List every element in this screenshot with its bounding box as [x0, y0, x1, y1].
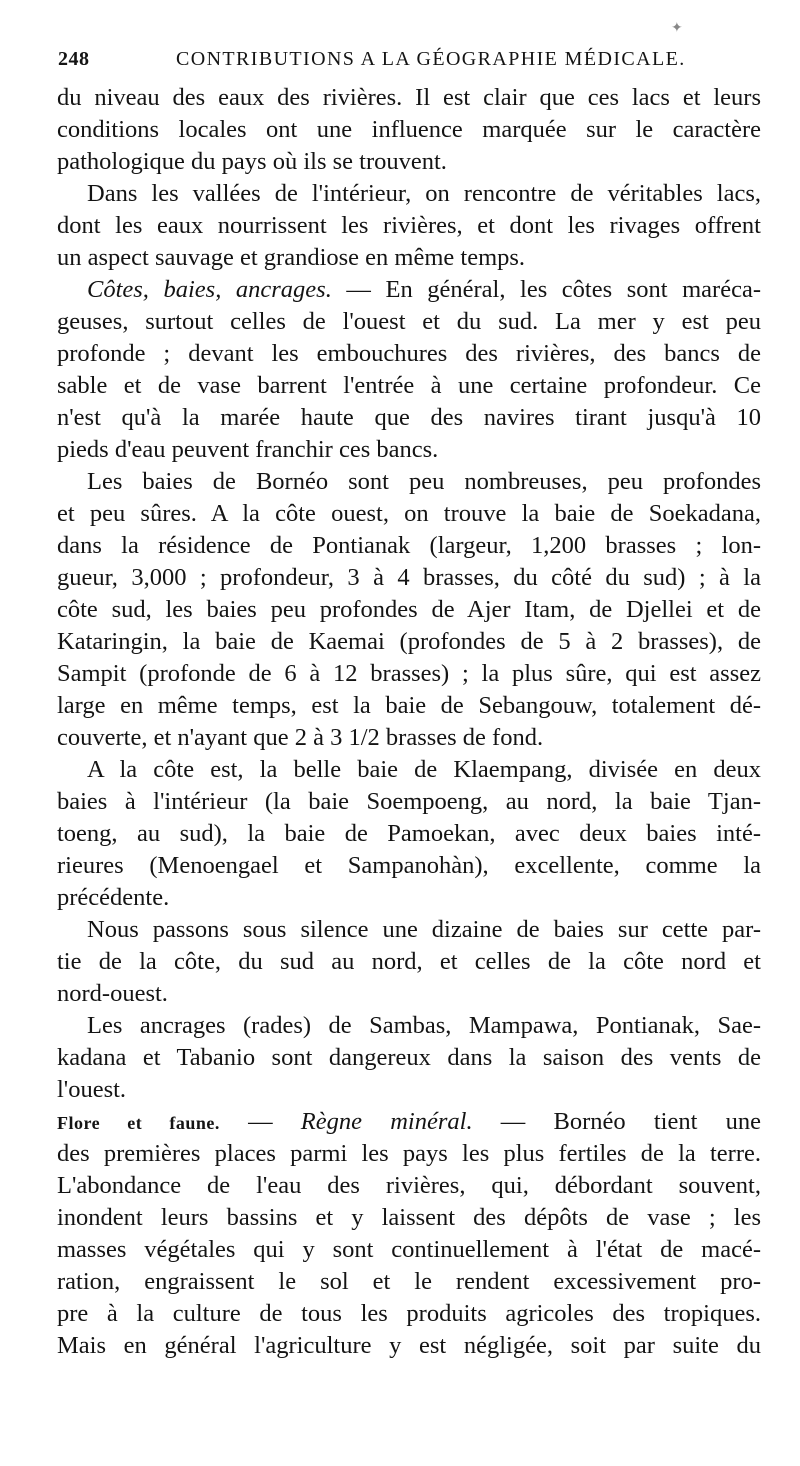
text-line: A la côte est, la belle baie de Klaempang, divisée en deux — [87, 756, 761, 783]
text-line: kadana et Tabanio sont dangereux dans la saison des vents de — [57, 1044, 761, 1071]
text-line: un aspect sauvage et grandiose en même temps. — [57, 244, 526, 271]
text-run: — En général, les côtes sont maréca- — [331, 276, 761, 303]
text-line: toeng, au sud), la baie de Pamoekan, avec deux baies inté- — [57, 820, 761, 847]
text-line: du niveau des eaux des rivières. Il est clair que ces lacs et leurs — [57, 84, 761, 111]
text-line: dans la résidence de Pontianak (largeur, 1,200 brasses ; lon- — [57, 532, 761, 559]
text-line: baies à l'intérieur (la baie Soempoeng, au nord, la baie Tjan- — [57, 788, 761, 815]
text-line: Dans les vallées de l'intérieur, on rencontre de véritables lacs, — [87, 180, 761, 207]
text-run: — — [219, 1108, 301, 1135]
text-line: n'est qu'à la marée haute que des navires tirant jusqu'à 10 — [57, 404, 761, 431]
text-line: nord-ouest. — [57, 980, 168, 1007]
section-title-cotes: Côtes, baies, ancrages. — [87, 276, 332, 303]
text-line: inondent leurs bassins et y laissent des dépôts de vase ; les — [57, 1204, 761, 1231]
text-line: Nous passons sous silence une dizaine de baies sur cette par- — [87, 916, 761, 943]
text-line: pathologique du pays où ils se trouvent. — [57, 148, 447, 175]
text-line: pre à la culture de tous les produits agricoles des tropiques. — [57, 1300, 761, 1327]
section-heading-line — [57, 1106, 761, 1138]
text-line: l'ouest. — [57, 1076, 127, 1103]
text-line: rieures (Menoengael et Sampanohàn), excellente, comme la — [57, 852, 761, 879]
running-title: CONTRIBUTIONS A LA GÉOGRAPHIE MÉDICALE. — [176, 48, 686, 70]
text-run: — Bornéo tient une — [472, 1108, 762, 1135]
text-line: Mais en général l'agriculture y est négligée, soit par suite du — [57, 1332, 761, 1359]
body-text — [57, 82, 761, 1362]
text-line: précédente. — [57, 884, 170, 911]
section-heading-line — [57, 274, 761, 306]
text-line: Kataringin, la baie de Kaemai (profondes de 5 à 2 brasses), de — [57, 628, 761, 655]
text-line: dont les eaux nourrissent les rivières, et dont les rivages offrent — [57, 212, 761, 239]
text-line: Les baies de Bornéo sont peu nombreuses, peu profondes — [87, 468, 761, 495]
text-line: Sampit (profonde de 6 à 12 brasses) ; la plus sûre, qui est assez — [57, 660, 761, 687]
text-line: tie de la côte, du sud au nord, et celles de la côte nord et — [57, 948, 761, 975]
text-line: des premières places parmi les pays les plus fertiles de la terre. — [57, 1140, 761, 1167]
text-line: côte sud, les baies peu profondes de Ajer Itam, de Djellei et de — [57, 596, 761, 623]
text-line: L'abondance de l'eau des rivières, qui, débordant souvent, — [57, 1172, 761, 1199]
text-line: sable et de vase barrent l'entrée à une certaine profondeur. Ce — [57, 372, 761, 399]
text-line: ration, engraissent le sol et le rendent excessivement pro- — [57, 1268, 761, 1295]
text-line: gueur, 3,000 ; profondeur, 3 à 4 brasses, du côté du sud) ; à la — [57, 564, 761, 591]
page-header — [58, 44, 758, 76]
text-line: profonde ; devant les embouchures des rivières, des bancs de — [57, 340, 761, 367]
text-line: pieds d'eau peuvent franchir ces bancs. — [57, 436, 439, 463]
text-line: large en même temps, est la baie de Sebangouw, totalement dé- — [57, 692, 761, 719]
text-line: Les ancrages (rades) de Sambas, Mampawa, Pontianak, Sae- — [87, 1012, 761, 1039]
text-line: couverte, et n'ayant que 2 à 3 1/2 brasses de fond. — [57, 724, 544, 751]
subsection-title-regne: Règne minéral. — [300, 1108, 473, 1135]
section-title-flore: Flore et faune. — [57, 1113, 220, 1133]
print-mark: ✦ — [671, 21, 683, 36]
text-line: et peu sûres. A la côte ouest, on trouve la baie de Soekadana, — [57, 500, 761, 527]
text-line: conditions locales ont une influence marquée sur le caractère — [57, 116, 761, 143]
text-line: geuses, surtout celles de l'ouest et du sud. La mer y est peu — [57, 308, 761, 335]
text-line: masses végétales qui y sont continuellement à l'état de macé- — [57, 1236, 761, 1263]
page-number: 248 — [58, 48, 90, 70]
